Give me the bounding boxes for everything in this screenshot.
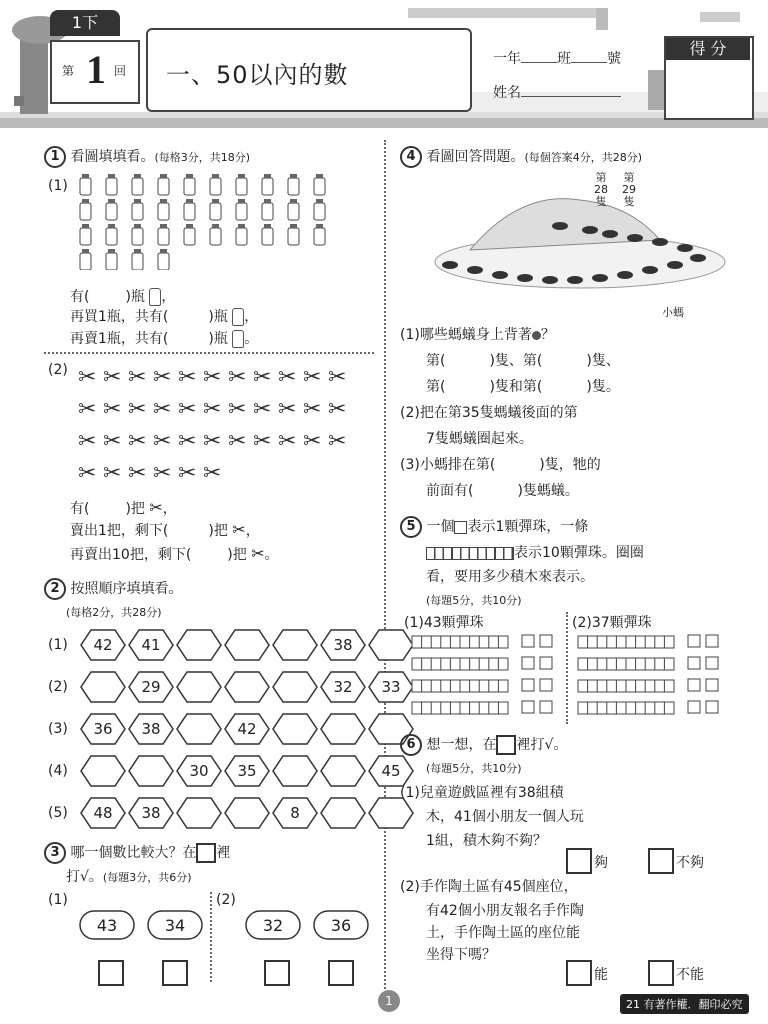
q1-part2-line3: 再賣出10把，剩下( )把 ✂。 (70, 544, 279, 563)
bottle-icon (314, 228, 325, 245)
number-cloud: 34 (146, 908, 204, 942)
bottle-icon (158, 178, 169, 195)
hex-given-cell: 30 (176, 754, 222, 788)
q2-row-label: (4) (48, 763, 68, 779)
bottle-icon (106, 203, 117, 220)
bottle-cap-icon (134, 249, 141, 253)
q4-sub2-line1: (2)把在第35隻螞蟻後面的第 (400, 405, 578, 421)
hex-given-cell: 38 (128, 712, 174, 746)
ant-icon (467, 266, 483, 274)
copyright-badge: 21 有著作權．翻印必究 (620, 994, 749, 1014)
score-label: 得 分 (666, 38, 750, 60)
scissors-icon: ✂ (303, 365, 322, 390)
q2-hex-row (80, 796, 414, 830)
q3-part2-choices (244, 908, 370, 942)
bottle-icon (288, 228, 299, 245)
q6-p1-no-label: 不夠 (676, 855, 704, 871)
hex-given-cell: 38 (320, 628, 366, 662)
hex-answer-cell[interactable] (176, 712, 222, 746)
bottle-cap-icon (238, 199, 245, 203)
q6-p2-line1: (2)手作陶土區有45個座位， (400, 879, 578, 895)
bottle-icon (288, 178, 299, 195)
ant-hill-illustration (430, 170, 730, 320)
q6-p2-line2: 有42個小朋友報名手作陶 (426, 903, 584, 919)
number-cloud: 36 (312, 908, 370, 942)
scissors-icon: ✂ (128, 461, 147, 486)
q6-p1-no-box[interactable] (648, 848, 674, 874)
q3-prompt: 3 哪一個數比較大？在 裡 (44, 842, 230, 864)
bottle-cap-icon (264, 174, 271, 178)
bottle-icon (262, 178, 273, 195)
column-divider (384, 140, 386, 1000)
q5-part1-label: (1)43顆彈珠 (404, 615, 484, 631)
q1-section-divider (44, 352, 374, 354)
bottle-cap-icon (82, 174, 89, 178)
ant-icon (627, 234, 643, 242)
q6-number: 6 (400, 734, 422, 756)
q4-sub1-line1: (1)哪些螞蟻身上背著 ？ (400, 327, 555, 343)
bottle-cap-icon (160, 174, 167, 178)
bottle-cap-icon (290, 224, 297, 228)
hex-given-cell: 35 (224, 754, 270, 788)
hex-answer-cell[interactable] (272, 712, 318, 746)
ant-label-29: 第 29 隻 (622, 171, 636, 208)
q6-p2-line3: 土，手作陶土區的座位能 (426, 925, 580, 941)
bottle-icon (314, 178, 325, 195)
class-label: 班 (557, 51, 571, 67)
q1-part2-line2: 賣出1把，剩下( )把 ✂， (70, 520, 260, 539)
scissors-icon: ✂ (303, 429, 322, 454)
bottle-cap-icon (160, 249, 167, 253)
q6-p2-yes-label: 能 (594, 967, 608, 983)
scissors-icon: ✂ (153, 429, 172, 454)
unit-cube-icon (454, 521, 467, 534)
q2-row-label: (3) (48, 721, 68, 737)
hex-answer-cell[interactable] (80, 754, 126, 788)
hex-answer-cell[interactable] (272, 754, 318, 788)
bottle-cap-icon (134, 199, 141, 203)
hex-answer-cell[interactable] (224, 796, 270, 830)
bottle-icon (132, 253, 143, 270)
q3-part1-label: (1) (48, 892, 68, 908)
ten-rod-icon (426, 547, 514, 560)
scissors-icon: ✂ (232, 520, 246, 539)
answer-box-icon (496, 735, 516, 755)
q6-p2-no-label: 不能 (676, 967, 704, 983)
ant-icon (652, 238, 668, 246)
bottle-cap-icon (108, 224, 115, 228)
bottle-icon (132, 203, 143, 220)
hex-answer-cell[interactable] (224, 670, 270, 704)
ant-icon (667, 261, 683, 269)
page-title: 一、50以內的數 (166, 61, 349, 89)
q6-p1-line3: 1組，積木夠不夠？ (426, 833, 547, 849)
hex-answer-cell[interactable] (176, 628, 222, 662)
q6-p1-line1: (1)兒童遊戲區裡有38組積 (400, 785, 564, 801)
scissors-icon: ✂ (128, 397, 147, 422)
q3-part1-choices (78, 908, 204, 942)
q3-part1-answer-b[interactable] (162, 960, 188, 986)
scissors-icon: ✂ (251, 544, 265, 563)
q2-hex-row (80, 628, 414, 662)
scissors-grid (74, 360, 374, 490)
scissors-icon: ✂ (78, 429, 97, 454)
hex-answer-cell[interactable] (224, 628, 270, 662)
scissors-icon: ✂ (278, 429, 297, 454)
q4-sub3-line1: (3)小螞排在第( )隻，牠的 (400, 457, 601, 473)
q6-p1-yes-label: 夠 (594, 855, 608, 871)
unit-cube-icon (522, 701, 534, 713)
little-ant-label: 小螞 (662, 306, 684, 319)
scissors-icon: ✂ (178, 365, 197, 390)
q3-part2-answer-a[interactable] (264, 960, 290, 986)
q4-sub1-line2: 第( )隻、第( )隻、 (426, 353, 620, 369)
scissors-icon: ✂ (103, 397, 122, 422)
bottle-cap-icon (108, 249, 115, 253)
unit-cube-icon (522, 635, 534, 647)
hex-answer-cell[interactable] (176, 796, 222, 830)
ant-icon (677, 244, 693, 252)
scissors-icon: ✂ (203, 365, 222, 390)
scissors-icon: ✂ (78, 365, 97, 390)
number-cloud: 43 (78, 908, 136, 942)
bottle-icon (80, 178, 91, 195)
scissors-icon: ✂ (103, 365, 122, 390)
scissors-icon: ✂ (178, 397, 197, 422)
q1-prompt: 1 看圖填填看。(每格3分，共18分) (44, 146, 250, 168)
bottle-icon (80, 228, 91, 245)
unit-cube-icon (688, 635, 700, 647)
bottle-cap-icon (134, 174, 141, 178)
q2-hex-row (80, 670, 414, 704)
ball-icon (532, 331, 541, 340)
hex-given-cell: 42 (224, 712, 270, 746)
q2-hex-row (80, 712, 414, 746)
year-field[interactable] (521, 48, 557, 63)
name-field[interactable] (521, 82, 621, 97)
q5-number: 5 (400, 516, 422, 538)
q2-points: (每格2分，共28分) (66, 606, 162, 619)
scissors-icon: ✂ (203, 397, 222, 422)
ant-icon (567, 276, 583, 284)
hex-given-cell: 36 (80, 712, 126, 746)
scissors-icon: ✂ (203, 461, 222, 486)
page-number: 1 (378, 990, 400, 1012)
q6-prompt: 6 想一想，在 裡打√。 (400, 734, 567, 756)
scissors-icon: ✂ (253, 429, 272, 454)
scissors-icon: ✂ (178, 461, 197, 486)
q1-part1-line1: 有( )瓶 ， (70, 289, 176, 305)
unit-cube-icon (706, 701, 718, 713)
q4-sub2-line2: 7隻螞蟻圈起來。 (426, 431, 533, 447)
q2-prompt: 2 按照順序填填看。 (44, 578, 182, 600)
q3-number: 3 (44, 842, 66, 864)
bottle-icon (210, 228, 221, 245)
bottle-icon (158, 253, 169, 270)
ant-icon (690, 254, 706, 262)
bottle-icon (262, 228, 273, 245)
bottle-cap-icon (82, 199, 89, 203)
bottle-cap-icon (82, 224, 89, 228)
unit-cube-icon (540, 679, 552, 691)
bottle-cap-icon (264, 199, 271, 203)
bottle-cap-icon (238, 174, 245, 178)
bottle-icon (106, 178, 117, 195)
bottle-icon (314, 203, 325, 220)
scissors-icon: ✂ (128, 365, 147, 390)
q5-line1: 5 一個 表示1顆彈珠，一條 (400, 516, 588, 538)
hex-answer-cell[interactable] (128, 754, 174, 788)
scissors-icon: ✂ (278, 397, 297, 422)
bottle-icon (210, 203, 221, 220)
q5-line3: 看，要用多少積木來表示。 (426, 569, 594, 585)
grade-tab: 1下 (50, 10, 120, 36)
hex-given-cell: 33 (368, 670, 414, 704)
unit-cube-icon (706, 657, 718, 669)
hex-answer-cell[interactable] (176, 670, 222, 704)
hex-given-cell: 41 (128, 628, 174, 662)
scissors-icon: ✂ (153, 365, 172, 390)
name-label: 姓名 (493, 85, 521, 101)
q6-p1-yes-box[interactable] (566, 848, 592, 874)
hex-given-cell: 8 (272, 796, 318, 830)
bottle-cap-icon (212, 199, 219, 203)
q3-prompt-line2: 打√。(每題3分，共6分) (66, 869, 192, 885)
bottle-cap-icon (82, 249, 89, 253)
q4-sub3-line2: 前面有( )隻螞蟻。 (426, 483, 579, 499)
q6-p2-yes-box[interactable] (566, 960, 592, 986)
ant-icon (602, 230, 618, 238)
bottle-cap-icon (160, 224, 167, 228)
unit-cube-icon (688, 657, 700, 669)
bottle-icon (184, 228, 195, 245)
q2-row-label: (1) (48, 637, 68, 653)
hex-answer-cell[interactable] (272, 670, 318, 704)
scissors-icon: ✂ (153, 461, 172, 486)
bottle-icon (236, 178, 247, 195)
ant-icon (517, 274, 533, 282)
scissors-icon: ✂ (103, 461, 122, 486)
q2-number: 2 (44, 578, 66, 600)
bottle-icon (158, 203, 169, 220)
q2-row-label: (2) (48, 679, 68, 695)
bottle-icon (106, 253, 117, 270)
bottle-icon (288, 203, 299, 220)
bottle-icon (236, 203, 247, 220)
scissors-icon: ✂ (128, 429, 147, 454)
scissors-icon: ✂ (78, 461, 97, 486)
unit-cube-icon (522, 679, 534, 691)
hex-given-cell: 48 (80, 796, 126, 830)
q4-number: 4 (400, 146, 422, 168)
bottle-icon (232, 330, 244, 348)
ant-icon (592, 274, 608, 282)
scissors-icon: ✂ (253, 365, 272, 390)
hex-answer-cell[interactable] (272, 628, 318, 662)
q1-number: 1 (44, 146, 66, 168)
q6-p2-line4: 坐得下嗎？ (426, 947, 496, 963)
q4-sub1-line3: 第( )隻和第( )隻。 (426, 379, 620, 395)
q6-p2-no-box[interactable] (648, 960, 674, 986)
bottle-icon (132, 228, 143, 245)
bottle-cap-icon (212, 174, 219, 178)
year-label: 一年 (493, 51, 521, 67)
bottle-icon (184, 203, 195, 220)
ant-icon (542, 276, 558, 284)
scissors-icon: ✂ (149, 498, 163, 517)
hex-given-cell: 38 (128, 796, 174, 830)
q4-prompt: 4 看圖回答問題。(每個答案4分，共28分) (400, 146, 642, 168)
answer-box-icon (196, 843, 216, 863)
bottle-grid (74, 172, 374, 270)
lesson-suffix: 回 (114, 64, 127, 78)
unit-cube-icon (688, 701, 700, 713)
bottle-cap-icon (186, 199, 193, 203)
bottle-icon (80, 253, 91, 270)
scissors-icon: ✂ (303, 397, 322, 422)
bottle-cap-icon (316, 174, 323, 178)
bottle-cap-icon (316, 224, 323, 228)
bottle-cap-icon (290, 174, 297, 178)
name-row (493, 82, 621, 102)
bottle-cap-icon (316, 199, 323, 203)
ant-icon (552, 222, 568, 230)
q2-hex-row (80, 754, 414, 788)
seat-label: 號 (607, 51, 621, 67)
lesson-prefix: 第 (62, 64, 75, 78)
q1-part1-label: (1) (48, 178, 68, 194)
q1-part2-label: (2) (48, 362, 68, 378)
bottle-cap-icon (264, 224, 271, 228)
unit-cube-icon (688, 679, 700, 691)
scissors-icon: ✂ (278, 365, 297, 390)
scissors-icon: ✂ (178, 429, 197, 454)
q3-part2-answer-b[interactable] (328, 960, 354, 986)
scissors-icon: ✂ (328, 365, 347, 390)
bottle-cap-icon (238, 224, 245, 228)
bottle-icon (236, 228, 247, 245)
hex-answer-cell[interactable] (320, 712, 366, 746)
q5-part2-label: (2)37顆彈珠 (572, 615, 652, 631)
lesson-number: 1 (86, 47, 106, 92)
scissors-icon: ✂ (253, 397, 272, 422)
scissors-icon: ✂ (228, 397, 247, 422)
scissors-icon: ✂ (228, 365, 247, 390)
bottle-cap-icon (108, 174, 115, 178)
class-info-row (493, 48, 621, 68)
unit-cube-icon (540, 701, 552, 713)
ant-icon (492, 271, 508, 279)
bottle-icon (106, 228, 117, 245)
q5-part2-blocks[interactable] (576, 632, 728, 724)
ant-label-28: 第 28 隻 (594, 171, 608, 208)
q3-part2-label: (2) (216, 892, 236, 908)
scissors-icon: ✂ (328, 397, 347, 422)
hex-answer-cell[interactable] (320, 754, 366, 788)
q6-points: (每題5分，共10分) (426, 762, 522, 775)
q1-part1-line3: 再賣1瓶，共有( )瓶 。 (70, 331, 259, 347)
q3-part1-answer-a[interactable] (98, 960, 124, 986)
q1-part2-line1: 有( )把 ✂， (70, 498, 177, 517)
q3-divider (210, 892, 212, 982)
bottle-icon (158, 228, 169, 245)
hex-answer-cell[interactable] (320, 796, 366, 830)
bottle-cap-icon (160, 199, 167, 203)
hex-answer-cell[interactable] (368, 628, 414, 662)
scissors-icon: ✂ (78, 397, 97, 422)
scissors-icon: ✂ (328, 429, 347, 454)
q5-points: (每題5分，共10分) (426, 594, 522, 607)
number-cloud: 32 (244, 908, 302, 942)
hex-given-cell: 45 (368, 754, 414, 788)
bottle-icon (80, 203, 91, 220)
hex-given-cell: 42 (80, 628, 126, 662)
bottle-icon (232, 308, 244, 326)
bottle-icon (210, 178, 221, 195)
q2-row-label: (5) (48, 805, 68, 821)
bottle-icon (262, 203, 273, 220)
ant-icon (617, 271, 633, 279)
bottle-cap-icon (186, 174, 193, 178)
bottle-cap-icon (290, 199, 297, 203)
hex-given-cell: 32 (320, 670, 366, 704)
unit-cube-icon (706, 679, 718, 691)
ant-icon (642, 266, 658, 274)
bottle-cap-icon (108, 199, 115, 203)
scissors-icon: ✂ (228, 429, 247, 454)
bottle-icon (132, 178, 143, 195)
scissors-icon: ✂ (153, 397, 172, 422)
bottle-cap-icon (134, 224, 141, 228)
unit-cube-icon (706, 635, 718, 647)
class-field[interactable] (571, 48, 607, 63)
scissors-icon: ✂ (103, 429, 122, 454)
scissors-icon: ✂ (203, 429, 222, 454)
q5-line2: 表示10顆彈珠。圈圈 (426, 542, 644, 562)
ant-icon (582, 226, 598, 234)
q6-p1-line2: 木，41個小朋友一個人玩 (426, 809, 584, 825)
bottle-icon (149, 288, 161, 306)
unit-cube-icon (540, 635, 552, 647)
hex-answer-cell[interactable] (80, 670, 126, 704)
bottle-cap-icon (212, 224, 219, 228)
unit-cube-icon (522, 657, 534, 669)
q5-part1-blocks[interactable] (410, 632, 562, 724)
bottle-icon (184, 178, 195, 195)
q5-divider (566, 612, 568, 724)
q1-part1-line2: 再買1瓶，共有( )瓶 ， (70, 309, 259, 325)
bottle-cap-icon (186, 224, 193, 228)
ant-icon (442, 261, 458, 269)
hex-given-cell: 29 (128, 670, 174, 704)
unit-cube-icon (540, 657, 552, 669)
